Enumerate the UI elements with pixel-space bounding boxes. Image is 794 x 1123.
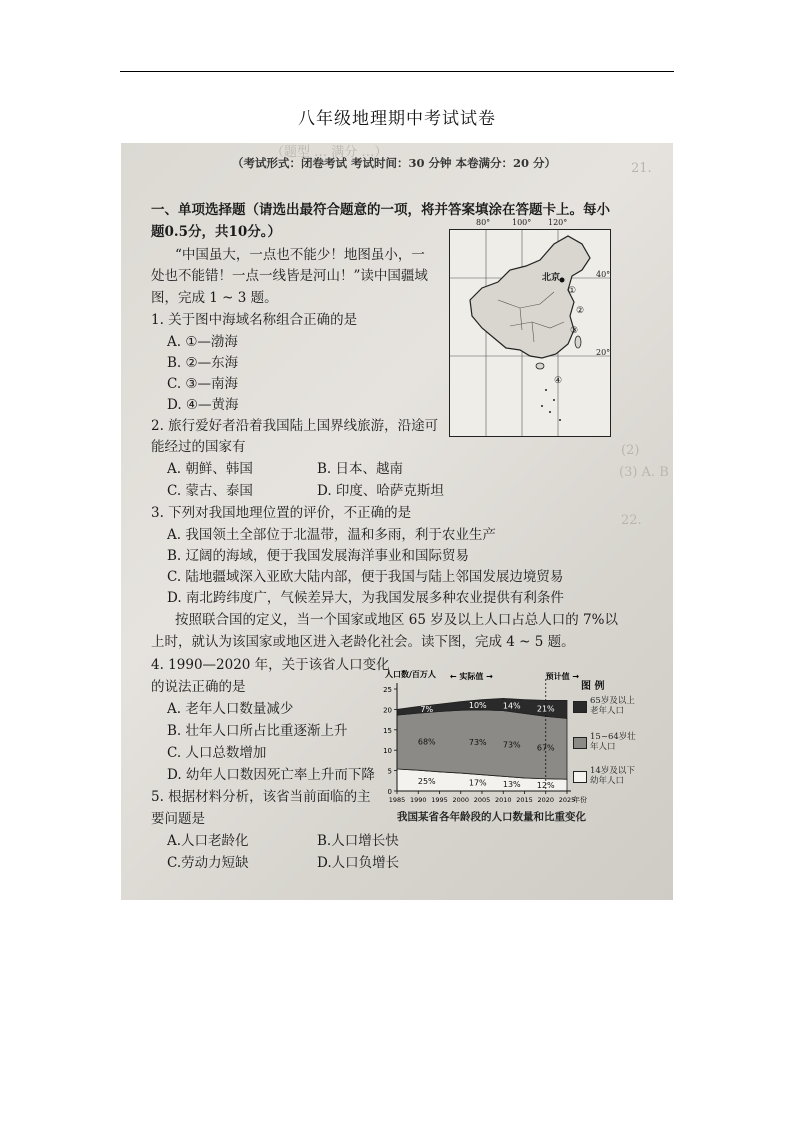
x-tick-label: 2005 [473,796,491,804]
bleed-through-text: （题型 … 满分 …） [271,145,388,160]
map-lat-label: 20° [596,348,611,357]
x-axis-label: 年份 [573,796,587,804]
y-tick-label: 0 [387,788,392,796]
question-5-option-b: B.人口增长快 [317,833,399,849]
question-2-stem: 2. 旅行爱好者沿着我国陆上国界线旅游，沿途可 [151,418,439,434]
legend-label-working: 15~64岁壮年人口 [590,732,636,752]
data-label-老年: 14% [502,701,521,711]
x-tick-label: 1995 [431,796,448,804]
intro-text: 处也不能错！一点一线皆是河山！”读中国疆域 [151,268,428,284]
question-4-stem: 4. 1990—2020 年，关于该省人口变化 [151,657,390,673]
china-territory-map [449,218,611,437]
question-1-stem: 1. 关于图中海域名称组合正确的是 [151,312,358,328]
map-graphic [450,230,610,436]
question-3-option-c: C. 陆地疆域深入亚欧大陆内部，便于我国与陆上邻国发展边境贸易 [167,569,564,585]
beijing-label: 北京 [542,273,561,283]
legend-label-elderly: 65岁及以上老年人口 [590,696,635,716]
legend-title: 图 例 [581,681,605,692]
y-tick-label: 15 [383,726,392,735]
bleed-through-text: (2) [621,443,640,458]
legend-swatch-child [573,771,587,783]
question-2-option-a: A. 朝鲜、韩国 [167,461,253,477]
question-3-stem: 3. 下列对我国地理位置的评价，不正确的是 [151,505,412,521]
x-tick-label: 1990 [409,796,427,804]
question-2-stem-cont: 能经过的国家有 [151,439,246,455]
sea-marker-3: ③ [570,326,579,336]
passage-text: 上时，就认为该国家或地区进入老龄化社会。读下图，完成 4 ~ 5 题。 [151,634,575,650]
question-5-option-a: A.人口老龄化 [167,833,249,849]
chart-caption: 我国某省各年龄段的人口数量和比重变化 [397,811,586,823]
x-tick-label: 2025 [558,796,576,804]
y-tick-label: 10 [383,747,392,756]
question-5-stem: 5. 根据材料分析，该省当前面临的主 [151,789,371,805]
x-tick-label: 2010 [494,796,512,804]
map-lon-label: 80° [476,218,491,227]
data-label-壮年: 73% [468,738,487,748]
bleed-through-text: (3) A. B [619,465,669,480]
question-2-option-b: B. 日本、越南 [317,461,404,477]
x-tick-label: 2000 [452,796,470,804]
section-title: 一、单项选择题（请选出最符合题意的一项，将并答案填涂在答题卡上。每小 [151,202,610,218]
document-title: 八年级地理期中考试试卷 [298,109,496,129]
question-5-stem-cont: 要问题是 [151,811,205,827]
y-tick-label: 5 [387,767,392,776]
map-lon-label: 120° [548,218,568,227]
question-3-option-a: A. 我国领土全部位于北温带，温和多雨，利于农业生产 [167,527,496,543]
data-label-老年: 10% [468,700,487,710]
actual-label: ← 实际值 → [449,672,493,681]
question-2-option-c: C. 蒙古、泰国 [167,483,253,499]
question-1-option-b: B. ②—东海 [167,355,239,371]
question-4-option-c: C. 人口总数增加 [167,745,267,761]
question-4-option-a: A. 老年人口数量减少 [167,701,294,717]
map-lat-label: 40° [596,270,611,279]
sea-marker-1: ① [568,286,577,296]
bleed-through-text: 22. [621,513,642,528]
map-lon-label: 100° [512,218,532,227]
data-label-壮年: 67% [536,743,555,753]
y-tick-label: 20 [383,706,392,715]
data-label-幼年: 12% [536,780,555,790]
data-label-壮年: 73% [502,740,521,750]
intro-text: “中国虽大，一点也不能少！地图虽小，一 [175,247,425,263]
question-2-option-d: D. 印度、哈萨克斯坦 [317,483,444,499]
x-tick-label: 1985 [388,796,406,804]
forecast-label: 预计值 → [545,672,580,681]
data-label-老年: 7% [420,704,434,714]
question-4-stem-cont: 的说法正确的是 [151,679,246,695]
question-4-option-d: D. 幼年人口数因死亡率上升而下降 [167,767,375,783]
question-5-option-c: C.劳动力短缺 [167,855,249,871]
data-label-幼年: 25% [417,776,436,786]
x-tick-label: 2015 [516,796,533,804]
sea-marker-4: ④ [554,376,563,386]
section-title-cont: 题0.5分，共10分。） [151,224,282,240]
data-label-幼年: 13% [502,779,521,789]
legend-swatch-elderly [573,701,587,713]
intro-text: 图，完成 1 ~ 3 题。 [151,290,278,306]
data-label-幼年: 17% [468,778,487,788]
legend-label-child: 14岁及以下幼年人口 [590,766,635,786]
question-3-option-b: B. 辽阔的海域，便于我国发展海洋事业和国际贸易 [167,548,470,564]
x-tick-label: 2020 [537,796,555,804]
y-axis-label: 人口数/百万人 [385,670,436,679]
question-1-option-a: A. ①—渤海 [167,334,238,350]
header-rule [120,71,674,72]
question-4-option-b: B. 壮年人口所占比重逐渐上升 [167,723,348,739]
y-tick-label: 25 [383,686,392,694]
question-1-option-d: D. ④—黄海 [167,397,239,413]
bleed-through-text: 21. [631,161,652,176]
exam-info: （考试形式：闭卷考试 考试时间：30 分钟 本卷满分：20 分） [232,156,557,170]
exam-photo [121,143,673,900]
data-label-壮年: 68% [417,737,436,747]
question-1-option-c: C. ③—南海 [167,376,239,392]
passage-text: 按照联合国的定义，当一个国家或地区 65 岁及以上人口占总人口的 7%以 [175,612,618,628]
question-5-option-d: D.人口负增长 [317,855,400,871]
data-label-老年: 21% [536,704,555,714]
sea-marker-2: ② [576,306,585,316]
question-3-option-d: D. 南北跨纬度广，气候差异大，为我国发展多种农业提供有利条件 [167,590,564,606]
legend-swatch-working [573,737,587,749]
